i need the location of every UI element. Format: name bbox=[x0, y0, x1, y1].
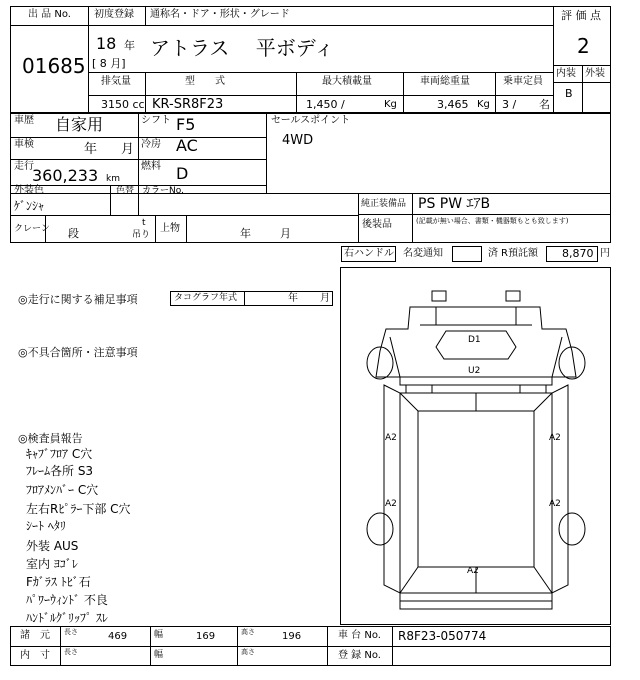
inspector-line: ﾌﾛｱﾒﾝﾊﾞｰ C穴 bbox=[26, 483, 99, 497]
left-gate bbox=[384, 385, 400, 593]
score-label: 評 価 点 bbox=[561, 9, 601, 22]
tax-label: 済 bbox=[488, 248, 498, 259]
crane-dan: 段 bbox=[68, 227, 79, 240]
mileage-unit: km bbox=[106, 174, 120, 184]
sales-point-value: 4WD bbox=[282, 133, 314, 148]
inspector-line: Fｶﾞﾗｽ ﾄﾋﾞ石 bbox=[26, 575, 91, 589]
crane-tsuri: 吊り bbox=[132, 230, 151, 240]
shift-label: シフト bbox=[141, 115, 171, 126]
gross-weight-value: 3,465 bbox=[437, 98, 469, 111]
vin-label: 車 台 No. bbox=[338, 630, 381, 641]
color-no-label: カラーNo. bbox=[142, 186, 184, 196]
first-reg-year: 18 bbox=[96, 34, 117, 53]
max-load-value: 1,450 / bbox=[306, 98, 345, 111]
capacity-label: 乗車定員 bbox=[503, 76, 543, 87]
history-value: 自家用 bbox=[55, 115, 104, 134]
dim-label: 諸 元 bbox=[20, 630, 50, 641]
inner-width-label: 幅 bbox=[154, 650, 164, 660]
inspector-line: 室内 ﾖｺﾞﾚ bbox=[26, 557, 78, 571]
tacho-label: タコグラフ年式 bbox=[174, 293, 238, 303]
steering-value: 右ハンドル bbox=[344, 248, 394, 259]
inspector-line: ｼｰﾄ ﾍﾀﾘ bbox=[26, 519, 66, 533]
damage-mark: D1 bbox=[468, 335, 481, 345]
tacho-month: 月 bbox=[320, 293, 330, 304]
gross-weight-unit: Kg bbox=[477, 99, 490, 110]
lift-month: 月 bbox=[280, 227, 291, 240]
lot-label: 出 品 No. bbox=[28, 9, 71, 20]
length-label: 長さ bbox=[64, 628, 78, 636]
reg-label: 登 録 No. bbox=[338, 650, 381, 661]
rear-left-wheel bbox=[367, 513, 393, 545]
damage-mark: A2 bbox=[549, 433, 561, 443]
fuel-value: D bbox=[176, 164, 189, 183]
driving-notes-label: ◎走行に関する補足事項 bbox=[18, 293, 138, 306]
inspector-line: ｷｬﾌﾞﾌﾛｱ C穴 bbox=[26, 447, 93, 461]
first-reg-month: [ 8 月] bbox=[92, 57, 126, 70]
right-mirror-shape bbox=[506, 291, 520, 301]
inspector-label: ◎検査員報告 bbox=[18, 432, 83, 445]
defects-label: ◎不具合箇所・注意事項 bbox=[18, 346, 138, 359]
lift-label: 上物 bbox=[160, 223, 180, 234]
color-value: ｹﾞﾝｼｬ bbox=[14, 199, 45, 213]
lift-year: 年 bbox=[240, 227, 251, 240]
inner-height-label: 高さ bbox=[241, 648, 255, 656]
inspector-line: ﾊﾟﾜｰｳｨﾝﾄﾞ 不良 bbox=[26, 593, 108, 607]
inner-length-label: 長さ bbox=[64, 648, 78, 656]
rear-right-wheel bbox=[559, 513, 585, 545]
inspection-month: 月 bbox=[121, 142, 135, 157]
damage-mark: U2 bbox=[468, 366, 481, 376]
gross-weight-label: 車両総重量 bbox=[420, 76, 470, 87]
capacity-unit: 名 bbox=[539, 98, 550, 111]
tacho-year: 年 bbox=[288, 293, 298, 304]
recycle-amount: 8,870 bbox=[562, 247, 594, 260]
inspector-line: ﾊﾝﾄﾞﾙｸﾞﾘｯﾌﾟ ｽﾚ bbox=[26, 611, 108, 625]
length-value: 469 bbox=[108, 631, 128, 642]
model-title: アトラス 平ボディ bbox=[150, 36, 335, 60]
damage-mark: A2 bbox=[385, 499, 397, 509]
history-label: 車歴 bbox=[14, 115, 34, 126]
inspector-line: ﾌﾚｰﾑ各所 S3 bbox=[26, 464, 94, 478]
model-code-label: 型 式 bbox=[185, 76, 225, 87]
displacement-label: 排気量 bbox=[101, 76, 131, 87]
equip-value: PS PW ｴｱB bbox=[418, 196, 491, 212]
exterior-label: 外装 bbox=[585, 68, 605, 79]
height-value: 196 bbox=[282, 631, 302, 642]
mileage-value: 360,233 bbox=[32, 166, 99, 185]
name-change-box bbox=[452, 246, 482, 262]
width-label: 幅 bbox=[154, 630, 164, 640]
interior-label: 内装 bbox=[556, 68, 576, 79]
vin-value: R8F23-050774 bbox=[398, 629, 487, 643]
damage-mark: A2 bbox=[385, 433, 397, 443]
inspection-label: 車検 bbox=[14, 139, 34, 150]
color-code-label: 色替 bbox=[116, 186, 135, 196]
max-load-unit: Kg bbox=[384, 99, 397, 110]
inspection-year: 年 bbox=[84, 142, 98, 157]
equip-label: 純正装備品 bbox=[361, 199, 407, 209]
max-load-label: 最大積載量 bbox=[322, 76, 372, 87]
aftermarket-label: 後装品 bbox=[362, 219, 392, 230]
inner-dim-label: 内 寸 bbox=[20, 650, 50, 661]
model-code-value: KR-SR8F23 bbox=[152, 97, 224, 112]
first-reg-label: 初度登録 bbox=[94, 9, 134, 20]
left-mirror-shape bbox=[432, 291, 446, 301]
crane-label: クレーン bbox=[14, 224, 50, 234]
yen-label: 円 bbox=[600, 248, 610, 259]
capacity-value: 3 / bbox=[502, 98, 517, 111]
interior-grade: B bbox=[565, 87, 573, 100]
score-value: 2 bbox=[577, 34, 590, 58]
width-value: 169 bbox=[196, 631, 216, 642]
inspector-line: 左右Rﾋﾟﾗｰ下部 C穴 bbox=[26, 502, 131, 516]
name-change-label: 名変通知 bbox=[403, 248, 443, 259]
flatbed-outline bbox=[400, 393, 552, 593]
ac-value: AC bbox=[176, 136, 198, 155]
displacement-value: 3150 cc bbox=[101, 98, 145, 111]
color-label: 外装色 bbox=[14, 185, 44, 196]
fuel-label: 燃料 bbox=[141, 161, 161, 172]
lot-number: 01685 bbox=[22, 54, 86, 78]
inspector-line: 外装 AUS bbox=[26, 539, 79, 553]
model-title-label: 通称名・ドア・形状・グレード bbox=[150, 9, 290, 20]
first-reg-year-unit: 年 bbox=[124, 39, 135, 52]
mileage-label: 走行 bbox=[14, 161, 34, 172]
right-gate bbox=[552, 385, 568, 593]
height-label: 高さ bbox=[241, 628, 255, 636]
recycle-label: R預託額 bbox=[501, 248, 538, 259]
damage-mark: A2 bbox=[467, 566, 479, 576]
ac-label: 冷房 bbox=[141, 139, 161, 150]
sales-point-label: セールスポイント bbox=[271, 115, 351, 126]
shift-value: F5 bbox=[176, 115, 196, 134]
aftermarket-note: (記載が無い場合、書類・機器類もとも致します) bbox=[416, 217, 569, 225]
damage-mark: A2 bbox=[549, 499, 561, 509]
crane-ton: t bbox=[142, 218, 146, 228]
